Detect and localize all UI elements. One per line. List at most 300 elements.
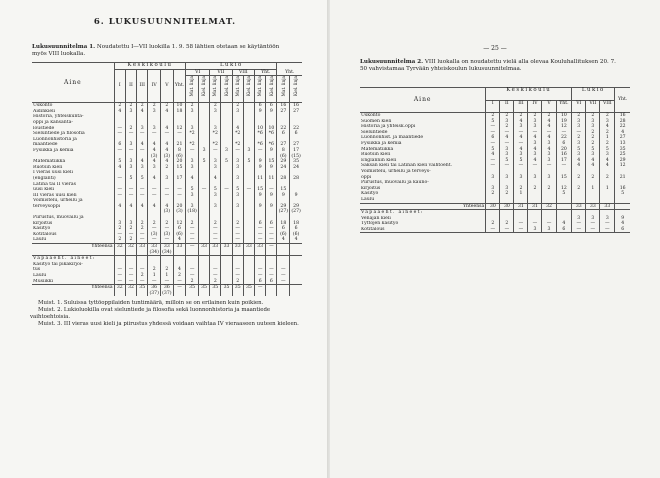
total-cell: 30 — [500, 203, 514, 210]
hours-cell: 6 — [255, 103, 266, 109]
hours-cell: 5 — [186, 187, 199, 193]
hours-cell: 18 — [277, 221, 290, 227]
subject-name: Äidinkieli — [33, 108, 56, 114]
hours-cell: 1 — [161, 273, 174, 279]
total-cell — [290, 291, 302, 297]
hours-cell: — — [125, 131, 136, 137]
hours-cell: — — [114, 176, 125, 182]
hours-cell: — — [186, 237, 199, 243]
hours-cell: 4 — [161, 126, 174, 132]
hours-cell: 2 — [600, 113, 615, 119]
hours-cell: 3 — [586, 119, 600, 125]
track-label: Kiel. linja — [201, 76, 207, 97]
hours-cell: — — [277, 279, 290, 285]
hours-cell: 29 — [290, 204, 302, 210]
grade-col-header: I — [114, 69, 125, 103]
hours-cell: — — [114, 279, 125, 285]
hours-cell: 1 — [600, 186, 615, 192]
hours-cell: 5 — [486, 119, 500, 125]
hours-cell: — — [125, 187, 136, 193]
hours-cell: — — [514, 130, 528, 136]
subject-name: Historia ja yhteisk.oppi — [361, 124, 416, 130]
hours-cell: 4 — [137, 159, 148, 165]
total-cell: 35 — [243, 285, 254, 291]
hours-cell: 17 — [290, 148, 302, 154]
hours-cell: 4 — [528, 135, 542, 141]
hours-cell: 2 — [586, 135, 600, 141]
plan1-table — [32, 62, 302, 296]
plan1-label: Lukusuunnitelma 1. — [32, 44, 96, 50]
total-cell — [137, 291, 148, 297]
hours-cell: 2 — [161, 103, 174, 109]
hours-cell: 2 — [586, 130, 600, 136]
hours-cell: 15 — [173, 165, 186, 171]
hours-cell: 2 — [600, 130, 615, 136]
hours-cell: 6 — [277, 131, 290, 137]
hours-cell: — — [542, 221, 556, 227]
hours-cell: 9 — [615, 216, 630, 222]
hours-cell: 12 — [173, 221, 186, 227]
total-cell: 33 — [173, 244, 186, 250]
hours-cell: 2 — [514, 186, 528, 192]
hours-cell: 9 — [255, 165, 266, 171]
hours-cell: — — [528, 221, 542, 227]
subject-name: Matematiikka — [33, 159, 66, 165]
subject-name: kirjoitus — [33, 220, 53, 226]
hours-cell: — — [137, 279, 148, 285]
hours-cell: 2 — [486, 191, 500, 197]
hours-cell: — — [114, 273, 125, 279]
hours-cell: 2 — [186, 279, 199, 285]
total-cell: 30 — [486, 203, 500, 210]
hours-cell: 35 — [615, 147, 630, 153]
track-col-header — [277, 76, 290, 103]
total-label: Yhteensä — [360, 203, 486, 210]
subject-name: Historia, yhteiskunta- — [33, 114, 84, 120]
hours-cell: 9 — [255, 204, 266, 210]
total-cell: (34) — [149, 249, 159, 255]
hours-cell: 2 — [161, 267, 174, 273]
hours-cell: 4 — [500, 135, 514, 141]
hours-cell: 2 — [500, 124, 514, 130]
hours-cell: 27 — [615, 135, 630, 141]
hours-cell: — — [232, 273, 243, 279]
hours-cell: — — [137, 232, 148, 238]
hours-cell: 3 — [542, 152, 556, 158]
subject-name: Käsityö tai pikakirjoi- — [33, 261, 83, 267]
hours-cell: 4 — [486, 152, 500, 158]
hours-cell: 9 — [255, 109, 266, 115]
total-cell — [615, 203, 630, 210]
track-col-header — [221, 76, 232, 103]
hours-cell: 22 — [556, 135, 572, 141]
lukio-header: Lukio — [186, 63, 277, 70]
hours-cell: 4 — [586, 158, 600, 164]
hours-cell: 5 — [210, 187, 221, 193]
hours-cell: — — [161, 187, 174, 193]
hours-cell: 3 — [528, 227, 542, 233]
hours-cell: 9 — [255, 159, 266, 165]
plan2-text: VIII luokalla on noudatettu vielä alla olevaa Kouluhallituksen 20. 7. 50 vahvistamaa Tyrvään yhteiskoulun lukusuunnitelmaa. — [360, 59, 616, 72]
total-cell: 33 — [161, 244, 174, 250]
hours-cell: — — [161, 226, 174, 232]
hours-cell: — — [500, 227, 514, 233]
hours-cell: (6) — [173, 154, 186, 160]
hours-cell: 2 — [161, 221, 174, 227]
hours-cell: 29 — [615, 158, 630, 164]
yht-header: Yht. — [277, 63, 302, 76]
hours-cell: 3 — [186, 204, 199, 210]
hours-cell: 2 — [528, 113, 542, 119]
total-cell — [114, 291, 125, 297]
yht-header: Yht. — [615, 88, 630, 113]
hours-cell: 3 — [210, 193, 221, 199]
total-cell: 33 — [210, 244, 221, 250]
total-label — [32, 291, 114, 297]
hours-cell: 2 — [210, 103, 221, 109]
subject-name: Piirustus, muovailu ja kauno- — [361, 180, 429, 186]
hours-cell: 2 — [586, 175, 600, 181]
hours-cell: 3 — [198, 148, 209, 154]
plan1-text: Noudatettu I—VII luokilla 1. 9. 58 lähtien otetaan se käytäntöön myös VIII luokalla. — [32, 44, 280, 57]
hours-cell: (3) — [173, 209, 186, 215]
subject-name: Kotitalous — [33, 231, 57, 237]
hours-cell: — — [586, 227, 600, 233]
grade-col-header: III — [514, 100, 528, 113]
subject-name: Uskonto — [360, 113, 486, 119]
subject-name: Musiikki — [33, 278, 53, 284]
hours-cell: 2 — [572, 186, 586, 192]
table-header-row — [360, 88, 630, 101]
hours-cell: — — [266, 226, 277, 232]
hours-cell: 4 — [572, 158, 586, 164]
hours-cell: 6 — [556, 141, 572, 147]
hours-cell: 3 — [572, 216, 586, 222]
hours-cell: 3 — [125, 221, 136, 227]
hours-cell: 21 — [173, 142, 186, 148]
hours-cell: — — [137, 148, 148, 154]
hours-cell: — — [173, 193, 186, 199]
hours-cell: 4 — [161, 148, 174, 154]
hours-cell: 3 — [528, 141, 542, 147]
hours-cell: — — [114, 193, 125, 199]
hours-cell: 3 — [528, 152, 542, 158]
total-cell — [221, 291, 232, 297]
grade-col-header: IV — [148, 69, 161, 103]
hours-cell: 3 — [210, 165, 221, 171]
lukio-header: Lukio — [572, 88, 615, 101]
hours-cell: 3 — [500, 119, 514, 125]
hours-cell: — — [114, 187, 125, 193]
hours-cell: — — [210, 148, 221, 154]
total-cell: 33 — [148, 244, 161, 250]
subject-name: oppi — [361, 174, 372, 180]
hours-cell: 3 — [572, 141, 586, 147]
hours-cell: — — [125, 273, 136, 279]
total-cell: 33 — [586, 203, 600, 210]
hours-cell: 4 — [290, 237, 302, 243]
hours-cell: 2 — [586, 141, 600, 147]
hours-cell: 4 — [542, 119, 556, 125]
total-cell: — — [266, 244, 277, 250]
track-label: Kiel. linja — [268, 76, 274, 97]
hours-cell: 9 — [266, 165, 277, 171]
total-cell: 33 — [255, 244, 266, 250]
hours-cell: 2 — [125, 237, 136, 243]
hours-cell: 5 — [232, 187, 243, 193]
hours-cell: 3 — [500, 147, 514, 153]
hours-cell: 9 — [266, 148, 277, 154]
hours-cell: 16 — [290, 103, 302, 109]
hours-cell: 4 — [148, 176, 161, 182]
track-col-header — [243, 76, 254, 103]
total-cell — [173, 291, 186, 297]
total-cell — [255, 291, 266, 297]
track-label: Mat. linja — [234, 76, 240, 97]
hours-cell: 3 — [125, 142, 136, 148]
hours-cell: (3) — [148, 232, 161, 238]
hours-cell: 2 — [125, 226, 136, 232]
hours-cell: *6 — [255, 131, 266, 137]
hours-cell: 2 — [232, 279, 243, 285]
hours-cell: 4 — [615, 130, 630, 136]
grade-col-header: IV — [528, 100, 542, 113]
hours-cell: 2 — [600, 141, 615, 147]
hours-cell: — — [542, 130, 556, 136]
hours-cell: 4 — [173, 237, 186, 243]
hours-cell: — — [186, 226, 199, 232]
hours-cell: — — [148, 193, 161, 199]
total-cell: 35 — [137, 285, 148, 291]
plan1-notes — [30, 300, 310, 328]
hours-cell: 2 — [514, 113, 528, 119]
subject-name: III vieras uusi kieli — [33, 192, 77, 198]
hours-cell: 11 — [266, 176, 277, 182]
hours-cell: 9 — [266, 109, 277, 115]
total-cell: — — [173, 285, 186, 291]
hours-cell: 3 — [542, 141, 556, 147]
grade-col-header: Yht. — [556, 100, 572, 113]
hours-cell: — — [255, 232, 266, 238]
subject-name: I vieras uusi kieli — [33, 170, 73, 176]
hours-cell: 5 — [486, 147, 500, 153]
hours-cell: 4 — [600, 124, 615, 130]
hours-cell: 17 — [173, 176, 186, 182]
hours-cell: — — [255, 226, 266, 232]
track-label: Mat. linja — [212, 76, 218, 97]
total-cell — [186, 291, 199, 297]
hours-cell: — — [137, 131, 148, 137]
hours-cell: 29 — [277, 204, 290, 210]
subject-name: Suomen kieli — [361, 118, 392, 124]
hours-cell: 27 — [290, 109, 302, 115]
hours-cell: — — [266, 237, 277, 243]
subject-name: Laulu — [33, 273, 47, 278]
hours-cell: 3 — [186, 159, 199, 165]
track-label: Mat. linja — [280, 76, 286, 97]
hours-cell: 3 — [486, 186, 500, 192]
hours-cell: 2 — [232, 221, 243, 227]
table-row — [32, 148, 302, 154]
track-label: Kiel. linja — [246, 76, 252, 97]
total-cell: — — [255, 285, 266, 291]
track-label: Mat. linja — [189, 76, 195, 97]
hours-cell: 20 — [173, 159, 186, 165]
total-cell: 36 — [161, 285, 174, 291]
right-page — [330, 0, 660, 478]
hours-cell: *6 — [266, 131, 277, 137]
hours-cell: — — [173, 279, 186, 285]
hours-cell: 16 — [615, 186, 630, 192]
subject-name: (englanti) — [33, 175, 56, 181]
hours-cell: — — [572, 227, 586, 233]
hours-cell: 3 — [586, 216, 600, 222]
hours-cell: 5 — [500, 158, 514, 164]
hours-cell: 4 — [210, 176, 221, 182]
grade-col-header: I — [486, 100, 500, 113]
hours-cell: — — [255, 267, 266, 273]
total-cell — [125, 291, 136, 297]
hours-cell: — — [514, 221, 528, 227]
hours-cell: 3 — [137, 126, 148, 132]
subject-name: terveysoppi — [33, 203, 61, 209]
hours-cell: 10 — [255, 126, 266, 132]
grade-col-header: Yht. — [173, 69, 186, 103]
hours-cell: 10 — [173, 103, 186, 109]
hours-cell: (6) — [277, 232, 290, 238]
total-cell: 36 — [148, 285, 161, 291]
hours-cell: 5 — [514, 158, 528, 164]
hours-cell: 4 — [148, 148, 161, 154]
grade-col-header: II — [500, 100, 514, 113]
lukio-grade-header: VII — [210, 69, 232, 76]
hours-cell: 9 — [266, 204, 277, 210]
total-cell: 35 — [198, 285, 209, 291]
lukio-grade-header: VIII — [232, 69, 254, 76]
total-cell: 33 — [221, 244, 232, 250]
table-row — [32, 131, 302, 137]
hours-cell: 3 — [514, 175, 528, 181]
hours-cell: 3 — [232, 159, 243, 165]
hours-cell: 6 — [266, 279, 277, 285]
total-cell: 33 — [243, 244, 254, 250]
hours-cell: *2 — [186, 142, 199, 148]
hours-cell: (3) — [148, 154, 161, 160]
hours-cell: 3 — [125, 165, 136, 171]
hours-cell: — — [266, 273, 277, 279]
hours-cell: 5 — [586, 147, 600, 153]
total-cell: 35 — [221, 285, 232, 291]
hours-cell: 2 — [186, 103, 199, 109]
hours-cell: 4 — [186, 176, 199, 182]
hours-cell: 2 — [210, 221, 221, 227]
hours-cell: 3 — [232, 204, 243, 210]
hours-cell: — — [186, 273, 199, 279]
hours-cell: 4 — [556, 221, 572, 227]
total-cell: (37) — [149, 290, 159, 296]
hours-cell: 3 — [528, 124, 542, 130]
hours-cell: 2 — [500, 221, 514, 227]
subject-name: loustiede — [33, 125, 55, 131]
hours-cell: 3 — [542, 227, 556, 233]
hours-cell: *2 — [186, 131, 199, 137]
hours-cell: 4 — [114, 109, 125, 115]
hours-cell: 3 — [125, 109, 136, 115]
hours-cell: — — [148, 279, 161, 285]
subject-name: Saksan kieli tai Latinan kieli vaihtoeht. — [361, 163, 453, 169]
hours-cell: — — [255, 237, 266, 243]
total-cell — [556, 203, 572, 210]
hours-cell: 4 — [148, 159, 161, 165]
track-label: Kiel. linja — [223, 76, 229, 97]
hours-cell: 2 — [137, 273, 148, 279]
aine-header: Aine — [32, 63, 114, 103]
hours-cell: 3 — [114, 221, 125, 227]
hours-cell: 6 — [486, 135, 500, 141]
subject-name: maantiede — [33, 142, 58, 148]
hours-cell: 12 — [173, 126, 186, 132]
total-cell: 33 — [198, 244, 209, 250]
hours-cell: 6 — [266, 103, 277, 109]
total-cell — [210, 291, 221, 297]
hours-cell: 3 — [500, 152, 514, 158]
hours-cell: 4 — [114, 204, 125, 210]
track-label: Mat. linja — [257, 76, 263, 97]
hours-cell: 5 — [600, 147, 615, 153]
hours-cell: — — [266, 267, 277, 273]
hours-cell: — — [486, 163, 500, 169]
hours-cell: 22 — [615, 124, 630, 130]
hours-cell: 2 — [542, 113, 556, 119]
hours-cell: 3 — [600, 216, 615, 222]
lukio-grade-header: Yht. — [255, 69, 277, 76]
total-row — [32, 291, 302, 297]
hours-cell: 3 — [210, 126, 221, 132]
hours-cell: — — [255, 273, 266, 279]
hours-cell: 2 — [114, 237, 125, 243]
keskikoulu-header: Keskikoulu — [114, 63, 186, 70]
hours-cell: — — [221, 187, 232, 193]
subject-name: Englannin kieli — [361, 157, 397, 163]
bottom-rule — [360, 233, 630, 234]
hours-cell: 3 — [572, 152, 586, 158]
track-label: Kiel. linja — [293, 76, 299, 97]
hours-cell: (6) — [290, 232, 302, 238]
hours-cell: — — [556, 163, 572, 169]
hours-cell: 4 — [125, 204, 136, 210]
hours-cell: 3 — [137, 165, 148, 171]
subject-name: kirjoitus — [361, 185, 381, 191]
hours-cell: — — [572, 221, 586, 227]
hours-cell: 4 — [542, 124, 556, 130]
lukio-grade-header: VII — [586, 100, 600, 113]
hours-cell: 6 — [114, 142, 125, 148]
table-bottom-rule — [360, 233, 630, 234]
subject-name: uusi kieli — [33, 187, 55, 193]
hours-cell: 4 — [600, 158, 615, 164]
hours-cell: 3 — [232, 176, 243, 182]
hours-cell: — — [161, 193, 174, 199]
hours-cell: 3 — [500, 175, 514, 181]
subject-name: Luonnonhistoria ja — [33, 136, 77, 142]
total-cell — [277, 291, 290, 297]
hours-cell: 3 — [528, 175, 542, 181]
hours-cell: 4 — [148, 204, 161, 210]
hours-cell: (18) — [187, 209, 197, 215]
track-col-header — [266, 76, 277, 103]
hours-cell: — — [114, 126, 125, 132]
hours-cell: 3 — [486, 175, 500, 181]
